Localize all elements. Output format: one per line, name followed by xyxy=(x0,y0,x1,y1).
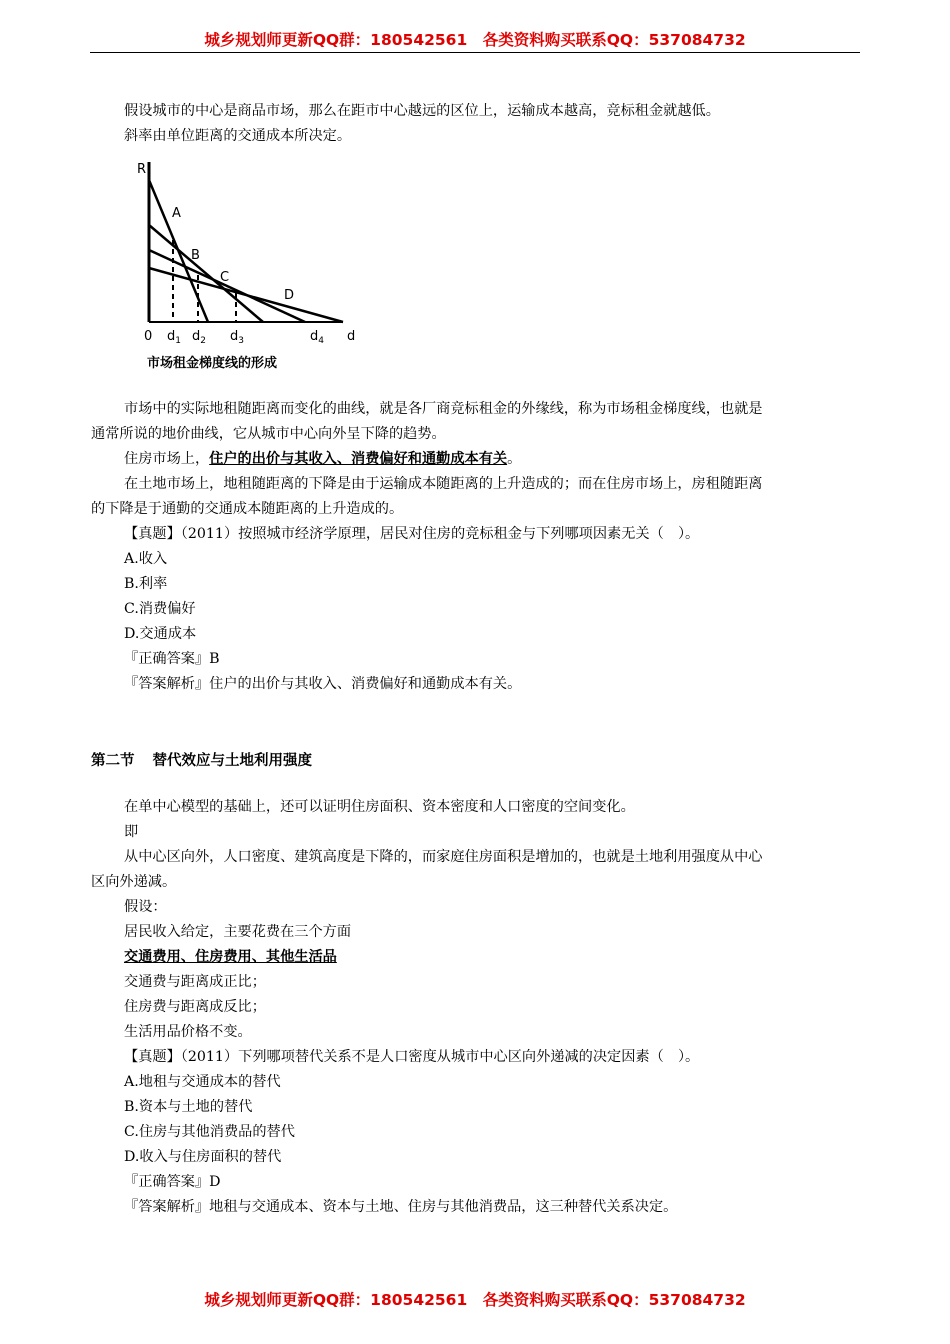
q2-option-b: B.资本与土地的替代 xyxy=(124,1099,253,1115)
q1-option-c: C.消费偏好 xyxy=(124,601,196,617)
q1-analysis: 『答案解析』住户的出价与其收入、消费偏好和通勤成本有关。 xyxy=(124,676,522,692)
x-tick-d4: $d_4$ xyxy=(310,329,324,346)
footer-banner: 城乡规划师更新QQ群：180542561 各类资料购买联系QQ：537084732 xyxy=(204,1291,746,1309)
curve-label-a: A xyxy=(172,206,181,221)
section-number: 第二节 xyxy=(91,753,135,769)
section-title: 替代效应与土地利用强度 xyxy=(152,753,312,769)
header-rule xyxy=(90,52,860,53)
curve-label-b: B xyxy=(191,248,200,263)
q1-option-b: B.利率 xyxy=(124,576,168,592)
q2-stem: 【真题】（2011）下列哪项替代关系不是人口密度从城市中心区向外递减的决定因素（ ）。 xyxy=(124,1049,700,1065)
x-tick-d2: $d_2$ xyxy=(192,329,206,346)
q1-option-a: A.收入 xyxy=(124,551,168,567)
q1-stem: 【真题】（2011）按照城市经济学原理，居民对住房的竞标租金与下列哪项因素无关（ ）。 xyxy=(124,526,700,542)
land-paragraph-line-2: 的下降是于通勤的交通成本随距离的上升造成的。 xyxy=(91,501,404,517)
q1-answer: 『正确答案』B xyxy=(124,651,220,667)
housing-paragraph: 住房市场上，住户的出价与其收入、消费偏好和通勤成本有关。 xyxy=(124,451,522,467)
intro-paragraph-2: 斜率由单位距离的交通成本所决定。 xyxy=(124,128,352,144)
section2-paragraph-3-line-2: 区向外递减。 xyxy=(91,874,177,890)
section2-paragraph-2: 即 xyxy=(124,824,139,840)
q2-option-a: A.地租与交通成本的替代 xyxy=(124,1074,281,1090)
header-banner: 城乡规划师更新QQ群：180542561 各类资料购买联系QQ：537084732 xyxy=(204,31,746,49)
intro-paragraph-1: 假设城市的中心是商品市场，那么在距市中心越远的区位上，运输成本越高，竞标租金就越低。 xyxy=(124,103,720,119)
x-tick-d1: $d_1$ xyxy=(167,329,181,346)
q2-answer: 『正确答案』D xyxy=(124,1174,221,1190)
section2-assumption-1: 居民收入给定，主要花费在三个方面 xyxy=(124,924,352,940)
q2-option-c: C.住房与其他消费品的替代 xyxy=(124,1124,295,1140)
x-tick-d3: $d_3$ xyxy=(230,329,244,346)
gradient-paragraph-line-1: 市场中的实际地租随距离而变化的曲线，就是各厂商竞标租金的外缘线，称为市场租金梯度线，也就是 xyxy=(124,401,763,417)
rent-gradient-figure xyxy=(128,150,378,380)
section2-paragraph-3-line-1: 从中心区向外，人口密度、建筑高度是下降的，而家庭住房面积是增加的，也就是土地利用强度从中心 xyxy=(124,849,763,865)
curve-label-c: C xyxy=(220,270,230,285)
section-heading xyxy=(91,749,312,770)
section2-assumption-4: 生活用品价格不变。 xyxy=(124,1024,252,1040)
section2-expense-categories: 交通费用、住房费用、其他生活品 xyxy=(124,949,337,965)
gradient-paragraph-line-2: 通常所说的地价曲线，它从城市中心向外呈下降的趋势。 xyxy=(91,426,446,442)
section2-assumption-2: 交通费与距离成正比； xyxy=(124,974,266,990)
figure-caption: 市场租金梯度线的形成 xyxy=(147,356,278,371)
section2-paragraph-1: 在单中心模型的基础上，还可以证明住房面积、资本密度和人口密度的空间变化。 xyxy=(124,799,635,815)
bid-rent-line-d xyxy=(149,268,343,322)
q1-option-d: D.交通成本 xyxy=(124,626,197,642)
section2-assumption-3: 住房费与距离成反比； xyxy=(124,999,266,1015)
curve-label-d: D xyxy=(284,288,295,303)
q2-option-d: D.收入与住房面积的替代 xyxy=(124,1149,282,1165)
y-axis-label: R xyxy=(137,162,147,177)
housing-emphasis: 住户的出价与其收入、消费偏好和通勤成本有关 xyxy=(209,451,508,467)
x-axis-label: d xyxy=(347,329,356,344)
land-paragraph-line-1: 在土地市场上，地租随距离的下降是由于运输成本随距离的上升造成的；而在住房市场上，房租随距离 xyxy=(124,476,763,492)
section2-assumption-label: 假设： xyxy=(124,899,167,915)
q2-analysis: 『答案解析』地租与交通成本、资本与土地、住房与其他消费品，这三种替代关系决定。 xyxy=(124,1199,678,1215)
origin-label: 0 xyxy=(144,329,153,344)
